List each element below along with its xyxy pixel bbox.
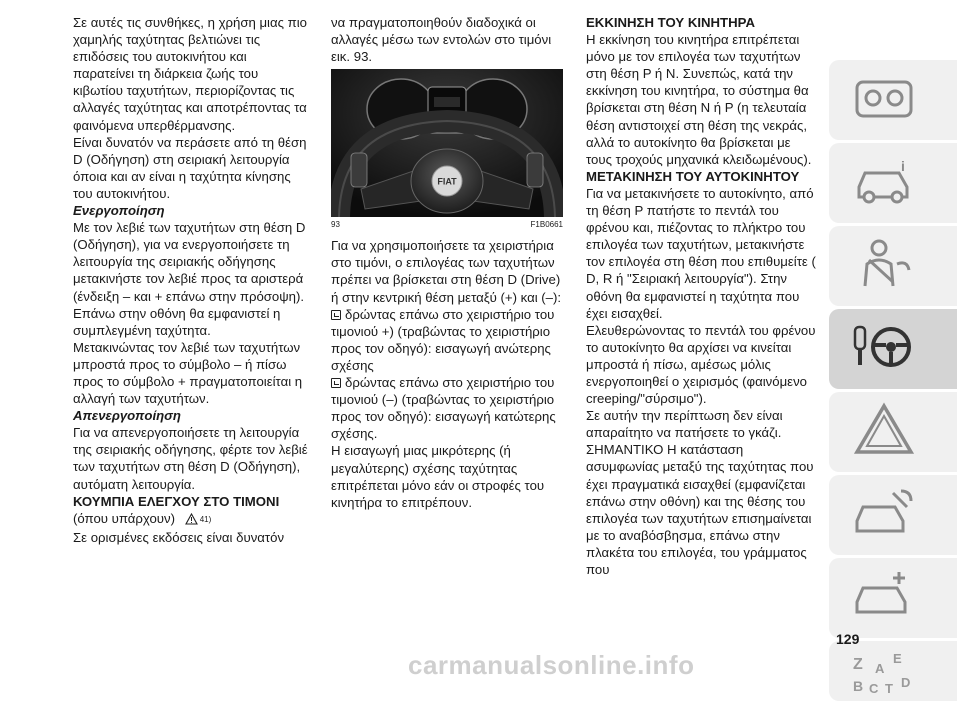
svg-text:A: A (875, 661, 885, 676)
paragraph: Σε ορισμένες εκδόσεις είναι δυνατόν (73, 529, 285, 545)
checkbox-bullet-icon (331, 378, 341, 388)
section-heading-moving-vehicle: ΜΕΤΑΚΙΝΗΣΗ ΤΟΥ ΑΥΤΟΚΙΝΗΤΟΥ (586, 168, 800, 184)
tab-starting-driving[interactable] (829, 309, 957, 389)
figure-number: 93 (331, 220, 340, 230)
svg-text:C: C (869, 681, 879, 696)
index-letters-icon (849, 649, 939, 699)
tab-emergency[interactable] (829, 392, 957, 472)
paragraph: Είναι δυνατόν να περάσετε από τη θέση D (Οδήγηση) στη σειριακή λειτουργία όποια και αν είναι η ταχύτητα κίνησης του αυτοκινήτου. (73, 134, 307, 201)
bullet-text: δρώντας επάνω στο χειριστήριο του τιμονιού +) (τραβώντας το χειριστήριο προς τον οδηγό): εισαγωγή ανώτερης σχέσης (331, 306, 555, 373)
figure-caption (331, 219, 563, 231)
section-heading-engine-start: ΕΚΚΙΝΗΣΗ ΤΟΥ ΚΙΝΗΤΗΡΑ (586, 15, 755, 30)
tab-vehicle-info[interactable] (829, 143, 957, 223)
paragraph: Για να απενεργοποιήσετε τη λειτουργία της σειριακής οδήγησης, φέρτε τον λεβιέ των ταχυτήτων στη θέση D (Οδήγηση), αυτόματη λειτουργία. (73, 425, 308, 492)
paragraph: Για να χρησιμοποιήσετε τα χειριστήρια στο τιμόνι, ο επιλογέας των ταχυτήτων πρέπει να βρίσκεται στη θέση D (Drive) ή στην κεντρική θέση μεταξύ (+) και (–): (331, 238, 562, 305)
availability-note: (όπου υπάρχουν) (73, 510, 176, 526)
tab-dashboard[interactable] (829, 60, 957, 140)
text-column-3 (586, 14, 816, 578)
paragraph: ΣΗΜΑΝΤΙΚΟ Η κατάσταση ασυμφωνίας μεταξύ της ταχύτητας που έχει πραγματικά εισαχθεί (εμφανίζεται επάνω στην οθόνη) και της θέσης του επιλογέα των ταχυτήτων επισημαίνεται με το αναβόσβησμα, επάνω στην πλακέτα του επιλογέα, του γράμματος που (586, 442, 814, 577)
text-column-2 (331, 14, 563, 511)
subheading-activation: Ενεργοποίηση (73, 203, 165, 219)
car-info-icon (849, 151, 919, 211)
tab-safety[interactable] (829, 226, 957, 306)
seatbelt-safety-icon (849, 234, 919, 294)
bullet-item (331, 306, 563, 374)
heading-note (73, 510, 309, 529)
paragraph: Η εκκίνηση του κινητήρα επιτρέπεται μόνο με τον επιλογέα των ταχυτήτων στη θέση P ή N. Συνεπώς, κατά την εκκίνηση του κινητήρα, το σύστημα θα βρίσκεται στη θέση N ή P (η τελευταία θέση αντιστοιχεί στη θέση της νεκράς, αλλά το αυτοκίνητο θα βρίσκεται με τους τροχούς μηχανικά κλειδωμένους). (586, 32, 812, 167)
warning-triangle-icon (849, 400, 919, 460)
bullet-item (331, 374, 563, 442)
tab-maintenance[interactable] (829, 475, 957, 555)
svg-text:B: B (853, 678, 864, 694)
svg-text:Z: Z (853, 656, 863, 673)
svg-text:i: i (901, 158, 905, 174)
note-reference: 41) (199, 514, 212, 524)
paragraph: Ελευθερώνοντας το πεντάλ του φρένου το αυτοκίνητο θα αρχίσει να κινείται μπροστά ή πίσω, αμέσως μόλις ενεργοποιηθεί ο χειρισμός (φαινόμενο creeping/"σύρσιμο"). (586, 322, 816, 407)
section-heading-steering-controls: ΚΟΥΜΠΙΑ ΕΛΕΓΧΟΥ ΣΤΟ ΤΙΜΟΝΙ (73, 493, 280, 509)
bullet-text: δρώντας επάνω στο χειριστήριο του τιμονιού (–) (τραβώντας το χειριστήριο προς τον οδηγό): εισαγωγή κατώτερης σχέσης. (331, 375, 556, 442)
car-specs-icon (849, 566, 919, 626)
text-column-1 (73, 14, 309, 546)
watermark: carmanualsonline.info (408, 650, 695, 680)
key-steering-wheel-icon (849, 317, 919, 377)
svg-text:E: E (893, 651, 902, 666)
fiat-logo-text: FIAT (437, 176, 457, 187)
paragraph: Σε αυτές τις συνθήκες, η χρήση μιας πιο χαμηλής ταχύτητας βελτιώνει τις επιδόσεις του αυτοκινήτου και παρατείνει τη διάρκεια ζωής του κιβωτίου ταχυτήτων, περιορίζοντας τις αλλαγές ταχύτητας και αποτρέποντας τα φαινόμενα υπερθέρμανσης. (73, 15, 307, 133)
car-dashboard-icon (849, 68, 919, 128)
steering-wheel-figure (331, 69, 563, 217)
paragraph: Με τον λεβιέ των ταχυτήτων στη θέση D (Οδήγηση), για να ενεργοποιήσετε τη λειτουργία της σειριακής οδήγησης μετακινήστε τον λεβιέ προς τα αριστερά (ένδειξη – και + επάνω στην πρόσοψη). Επάνω στην οθόνη θα εμφανιστεί η συμπλεγμένη ταχύτητα. (73, 220, 306, 338)
car-wrench-icon (849, 483, 919, 543)
warning-triangle-icon (185, 512, 198, 529)
page-number: 129 (836, 631, 860, 647)
tab-technical-specs[interactable] (829, 558, 957, 638)
paragraph: Σε αυτήν την περίπτωση δεν είναι απαραίτητο να πατήσετε το γκάζι. (586, 408, 783, 441)
paragraph: Για να μετακινήσετε το αυτοκίνητο, από τη θέση P πατήστε το πεντάλ του φρένου και, πιέζοντας το πλήκτρο του επιλογέα των ταχυτήτων, μετακινήστε τον επιλογέα στη θέση που επιθυμείτε ( D, R ή "Σειριακή λειτουργία"). Στην οθόνη θα εμφανιστεί η ταχύτητα που έχει εισαχθεί. (586, 185, 816, 321)
svg-text:T: T (885, 681, 893, 696)
checkbox-bullet-icon (331, 310, 341, 320)
paragraph: Μετακινώντας τον λεβιέ των ταχυτήτων μπροστά προς το σύμβολο – ή πίσω προς το σύμβολο + πραγματοποιείται η αλλαγή των ταχυτήτων. (73, 339, 303, 407)
tab-index[interactable] (829, 641, 957, 701)
subheading-deactivation: Απενεργοποίηση (73, 408, 181, 424)
svg-text:D: D (901, 675, 911, 690)
paragraph: να πραγματοποιηθούν διαδοχικά οι αλλαγές μέσω των εντολών στο τιμόνι εικ. 93. (331, 15, 552, 65)
figure-code: F1B0661 (530, 220, 563, 230)
paragraph: Η εισαγωγή μιας μικρότερης (ή μεγαλύτερης) σχέσης ταχύτητας επιτρέπεται μόνο εάν οι στροφές του κινητήρα το επιτρέπουν. (331, 443, 545, 510)
